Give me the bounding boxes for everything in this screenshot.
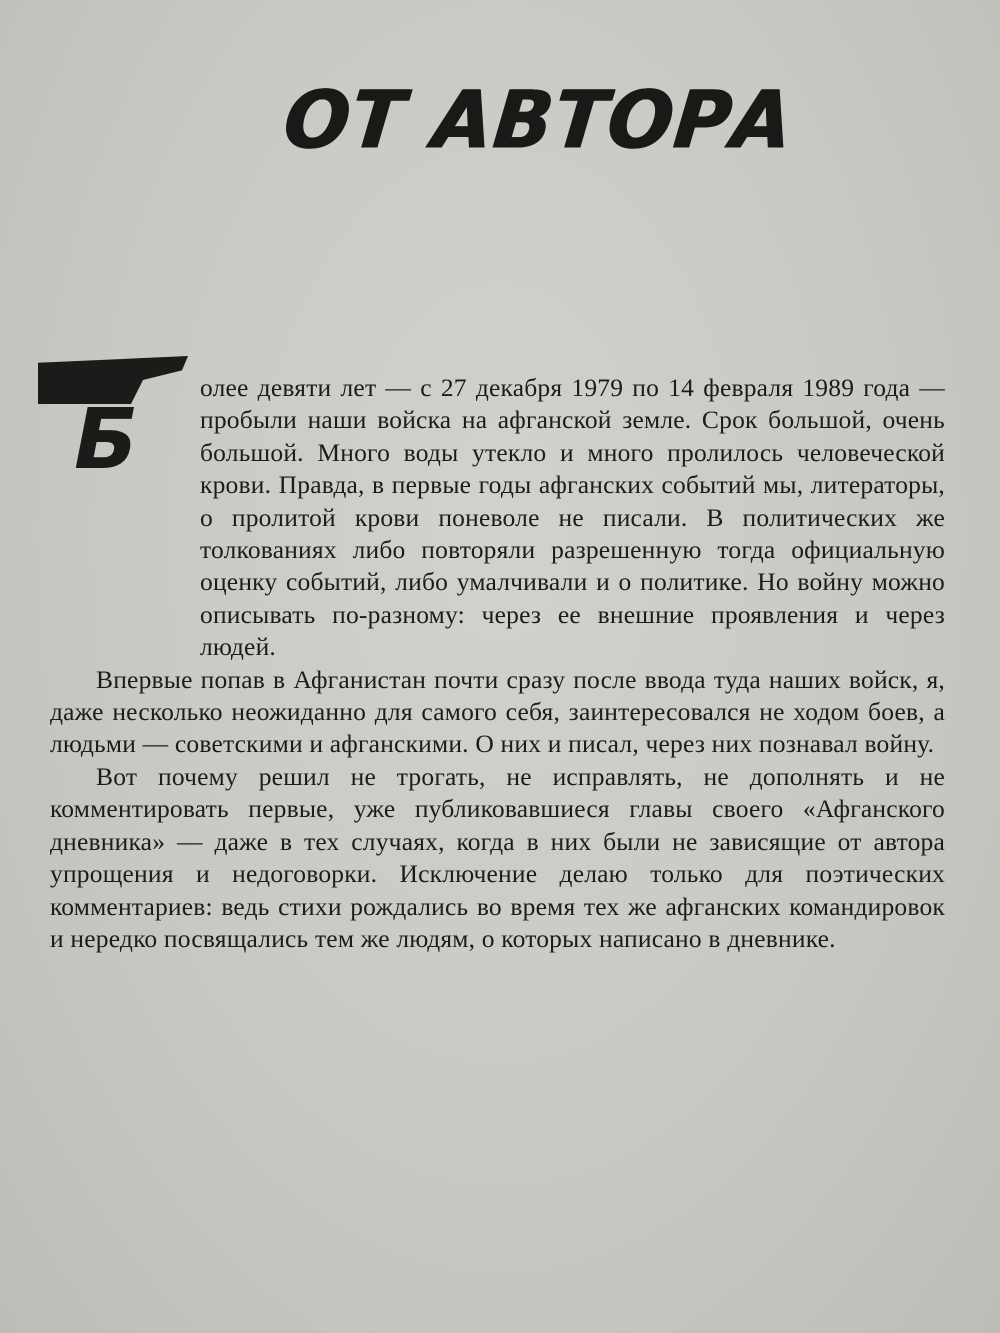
paragraph-3: Вот почему решил не трогать, не исправлять, не дополнять и не комментировать первые, уже публиковавшиеся главы своего «Афганского дневника» — даже в тех случаях, когда в них были не зависящие от автора упрощения и недоговорки. Исключение делаю только для поэтических комментариев: ведь стихи рождались во время тех же афганских командировок и нередко посвящались тем же людям, о которых написано в дневнике. — [50, 761, 945, 953]
paragraph-1 — [50, 372, 945, 664]
drop-cap-letter: Б — [74, 390, 139, 488]
paragraph-1-text: олее девяти лет — с 27 декабря 1979 по 14 февраля 1989 года — пробыли наши войска на афганской земле. Срок большой, очень большой. Много воды утекло и много пролилось человеческой крови. Правда, в первые годы афганских событий мы, литераторы, о пролитой крови поневоле не писали. В политических же толкованиях либо повторяли разрешенную тогда официальную оценку событий, либо умалчивали и о политике. Но войну можно описывать по-разному: через ее внешние проявления и через людей. — [200, 373, 945, 662]
page-title: ОТ АВТОРА — [280, 72, 799, 167]
paragraph-2: Впервые попав в Афганистан почти сразу после ввода туда наших войск, я, даже несколько неожиданно для самого себя, заинтересовался не ходом боев, а людьми — советскими и афганскими. О них и писал, через них познавал войну. — [50, 664, 945, 759]
body-text — [50, 372, 945, 955]
